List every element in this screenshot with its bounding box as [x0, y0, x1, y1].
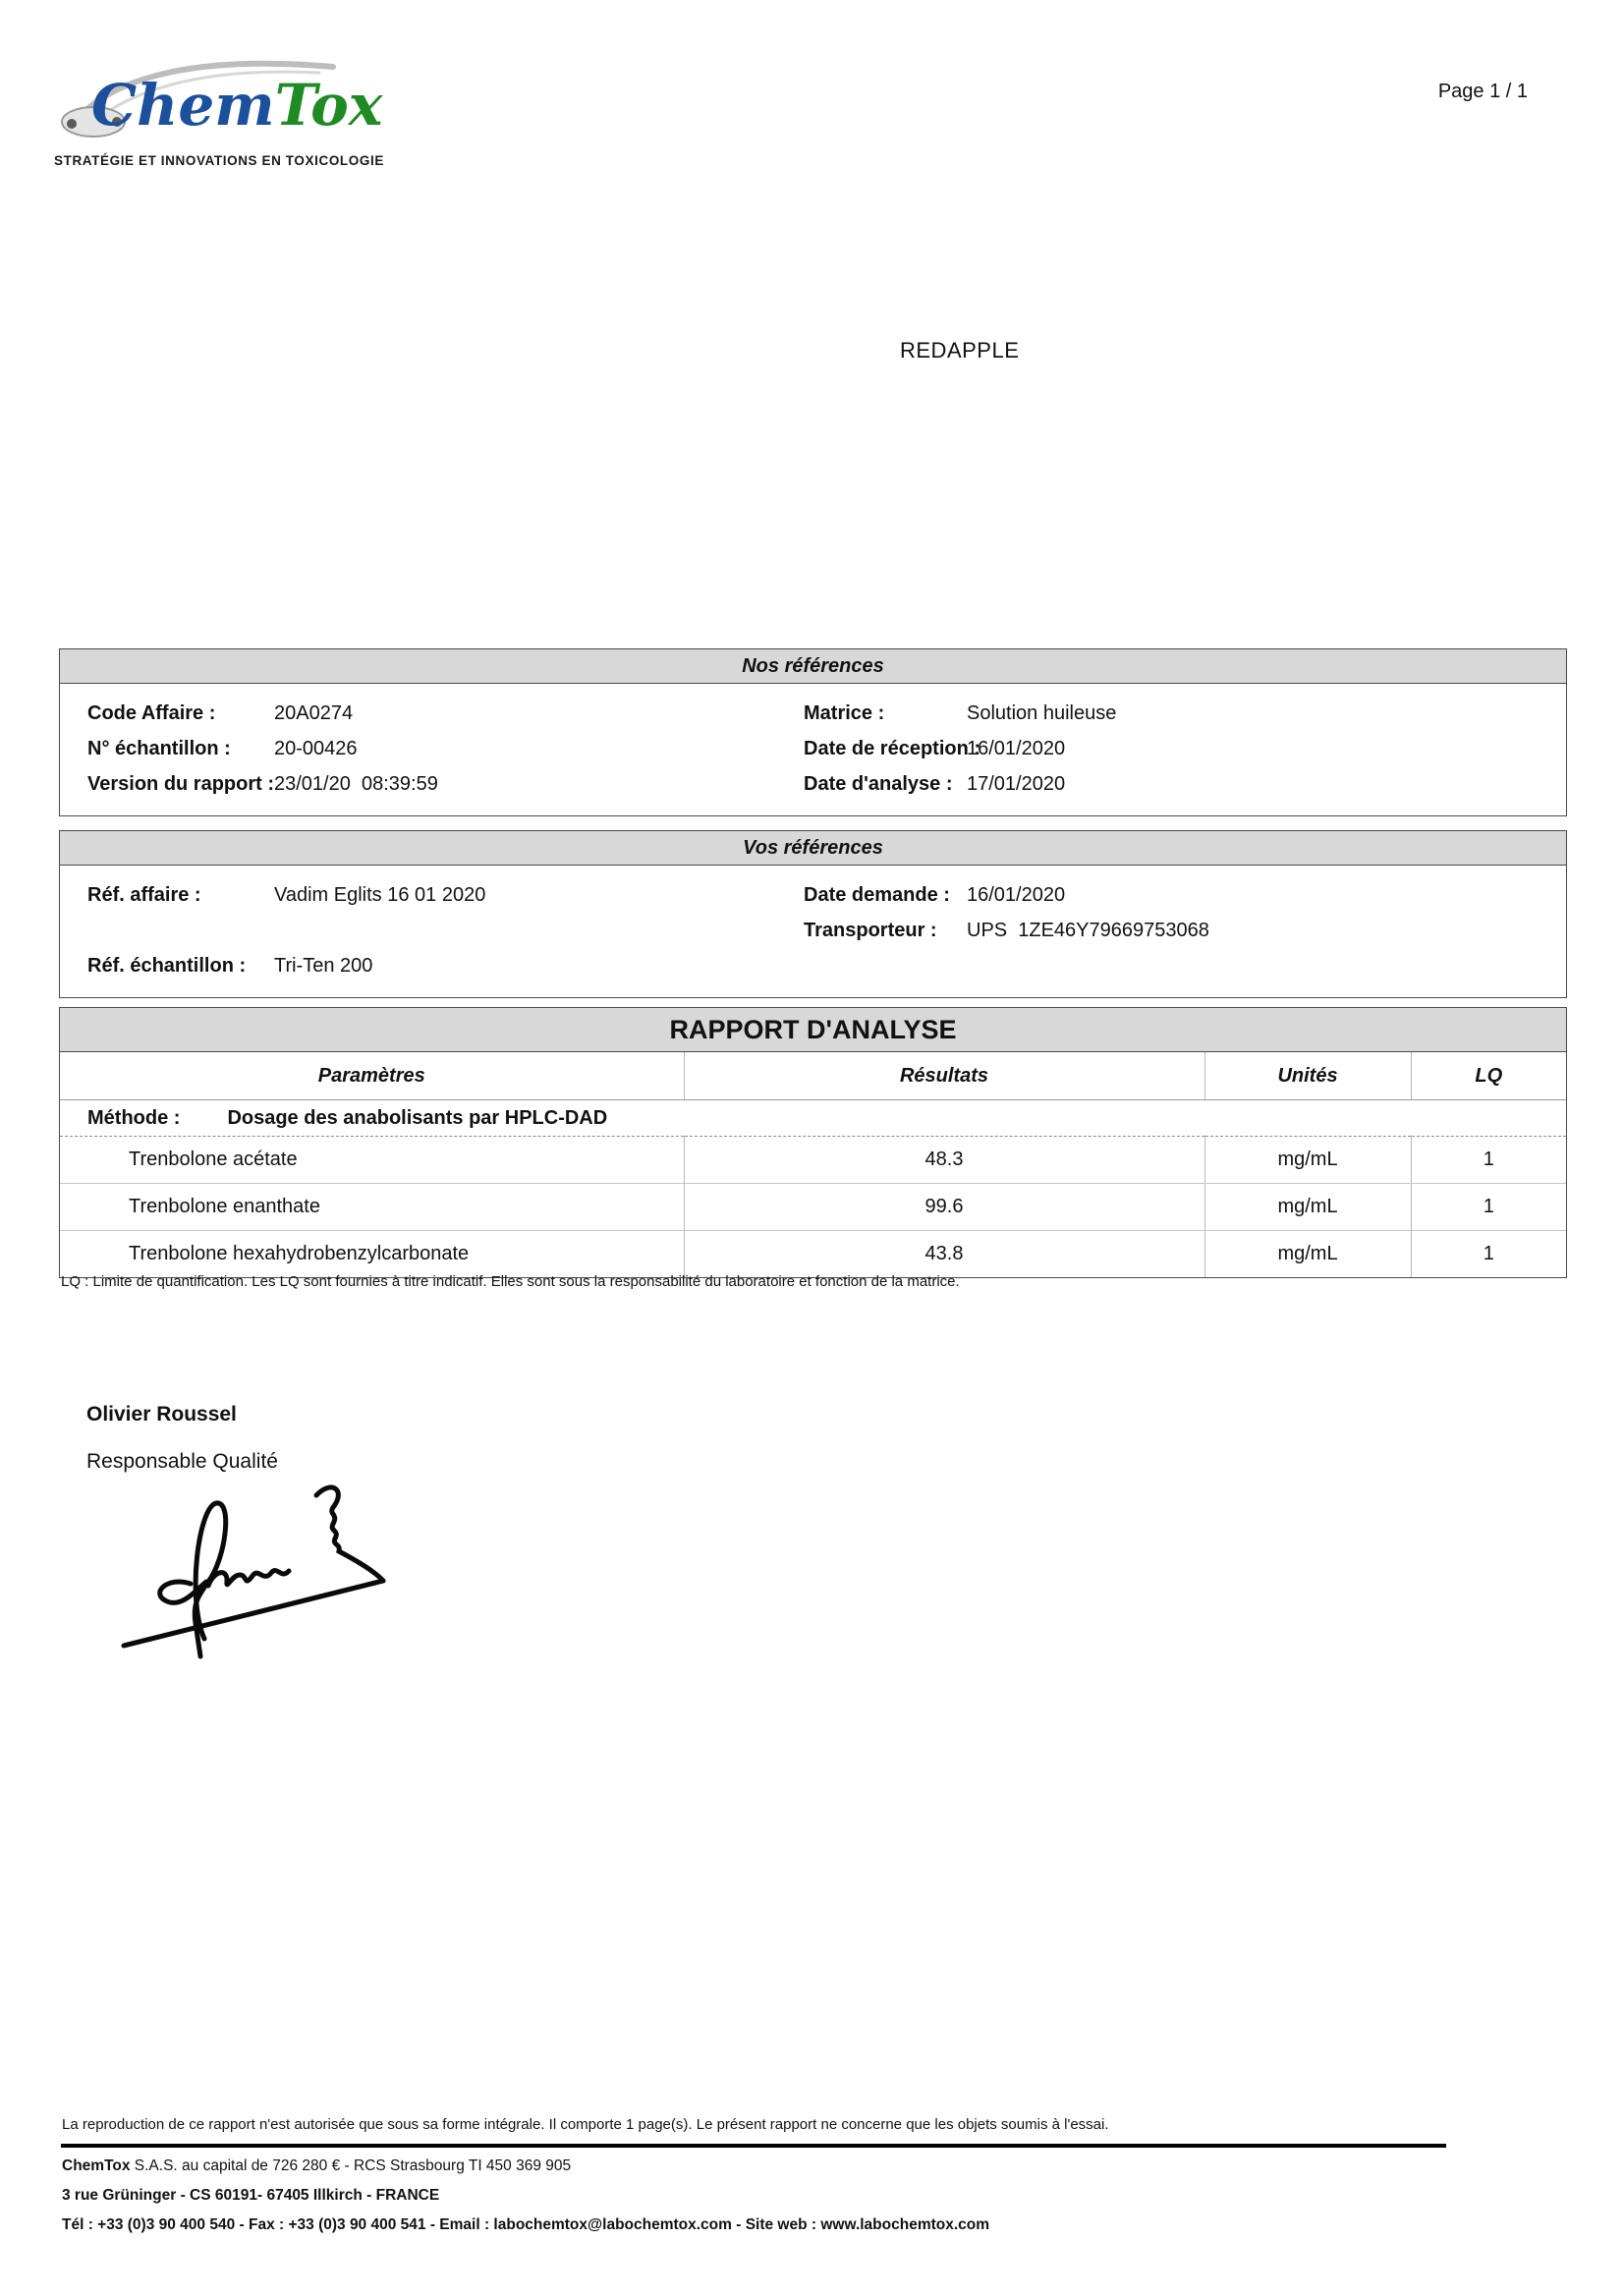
- footer-address-line: 3 rue Grüninger - CS 60191- 67405 Illkirch - FRANCE: [62, 2187, 440, 2204]
- lq-footnote: LQ : Limite de quantification. Les LQ sont fournies à titre indicatif. Elles sont sous la responsabilité du laboratoire et fonction de la matrice.: [61, 1273, 960, 1290]
- footer-divider: [61, 2144, 1446, 2148]
- brand-wordmark: [91, 72, 383, 139]
- method-value: Dosage des anabolisants par HPLC-DAD: [227, 1106, 608, 1129]
- unit-value: mg/mL: [1204, 1184, 1411, 1231]
- parameter-name: Trenbolone enanthate: [60, 1184, 684, 1231]
- field-label: Date demande :: [804, 883, 950, 906]
- result-value: 43.8: [684, 1231, 1204, 1278]
- field-label: N° échantillon :: [87, 737, 231, 759]
- nos-references-grid: [60, 684, 1566, 815]
- field-value: Vadim Eglits 16 01 2020: [274, 883, 486, 906]
- method-label: Méthode :: [87, 1106, 181, 1129]
- signature-image: [88, 1474, 413, 1685]
- field-label: Date de réception :: [804, 737, 981, 759]
- field-value: 23/01/20 08:39:59: [274, 772, 438, 795]
- brand-tox: Tox: [274, 72, 383, 139]
- column-header-resultats: Résultats: [684, 1052, 1204, 1100]
- analysis-report-section: [59, 1007, 1567, 1278]
- vos-references-grid: [60, 866, 1566, 997]
- result-value: 99.6: [684, 1184, 1204, 1231]
- footer-company-name: ChemTox: [62, 2157, 131, 2174]
- brand-chem: Chem: [91, 72, 275, 139]
- field-label: Version du rapport :: [87, 772, 275, 795]
- field-value: 16/01/2020: [967, 883, 1066, 906]
- lq-value: 1: [1411, 1184, 1566, 1231]
- field-spacer: [274, 913, 804, 948]
- method-cell: [60, 1100, 1566, 1137]
- field-value: Solution huileuse: [967, 701, 1117, 724]
- column-header-parametres: Paramètres: [60, 1052, 684, 1100]
- unit-value: mg/mL: [1204, 1137, 1411, 1184]
- field-label: Réf. échantillon :: [87, 954, 247, 977]
- column-header-unites: Unités: [1204, 1052, 1411, 1100]
- field-value: Tri-Ten 200: [274, 954, 373, 977]
- field-label: Code Affaire :: [87, 701, 216, 724]
- field-spacer: [87, 913, 274, 948]
- table-row: [60, 1231, 1566, 1278]
- nos-references-section: [59, 648, 1567, 816]
- signatory-name: Olivier Roussel: [86, 1403, 237, 1426]
- method-row: [60, 1100, 1566, 1137]
- field-value: 17/01/2020: [967, 772, 1066, 795]
- footer-company-line: [62, 2157, 571, 2175]
- field-spacer: [804, 948, 967, 983]
- column-header-lq: LQ: [1411, 1052, 1566, 1100]
- lq-value: 1: [1411, 1137, 1566, 1184]
- field-value: 20-00426: [274, 737, 358, 759]
- vos-references-section: [59, 830, 1567, 998]
- field-value: 16/01/2020: [967, 737, 1066, 759]
- reproduction-note: La reproduction de ce rapport n'est autorisée que sous sa forme intégrale. Il comporte 1 page(s). Le présent rapport ne concerne que les objets soumis à l'essai.: [62, 2116, 1109, 2133]
- table-row: [60, 1137, 1566, 1184]
- analysis-report-title: RAPPORT D'ANALYSE: [60, 1008, 1566, 1052]
- field-label: Matrice :: [804, 701, 885, 724]
- result-value: 48.3: [684, 1137, 1204, 1184]
- page-number: Page 1 / 1: [1437, 81, 1528, 102]
- footer-contact-line: Tél : +33 (0)3 90 400 540 - Fax : +33 (0)3 90 400 541 - Email : labochemtox@labochemtox.com - Site web : www.labochemtox.com: [62, 2216, 990, 2233]
- unit-value: mg/mL: [1204, 1231, 1411, 1278]
- client-name: REDAPPLE: [900, 338, 1020, 363]
- parameter-name: Trenbolone hexahydrobenzylcarbonate: [129, 1243, 470, 1264]
- field-value: UPS 1ZE46Y79669753068: [967, 919, 1209, 941]
- field-label: Réf. affaire :: [87, 883, 201, 906]
- lq-value: 1: [1411, 1231, 1566, 1278]
- table-row: [60, 1184, 1566, 1231]
- analysis-table-header-row: [60, 1052, 1566, 1100]
- vos-references-title: Vos références: [60, 831, 1566, 866]
- field-label: Transporteur :: [804, 919, 937, 941]
- parameter-name: Trenbolone acétate: [60, 1137, 684, 1184]
- signatory-role: Responsable Qualité: [86, 1450, 278, 1473]
- field-spacer: [967, 948, 1566, 983]
- field-label: Date d'analyse :: [804, 772, 953, 795]
- footer-company-info: S.A.S. au capital de 726 280 € - RCS Strasbourg TI 450 369 905: [130, 2157, 572, 2174]
- analysis-table: [60, 1052, 1566, 1277]
- brand-tagline: STRATÉGIE ET INNOVATIONS EN TOXICOLOGIE: [54, 153, 384, 168]
- field-value: 20A0274: [274, 701, 354, 724]
- nos-references-title: Nos références: [60, 649, 1566, 684]
- chemtox-logo: [54, 47, 384, 180]
